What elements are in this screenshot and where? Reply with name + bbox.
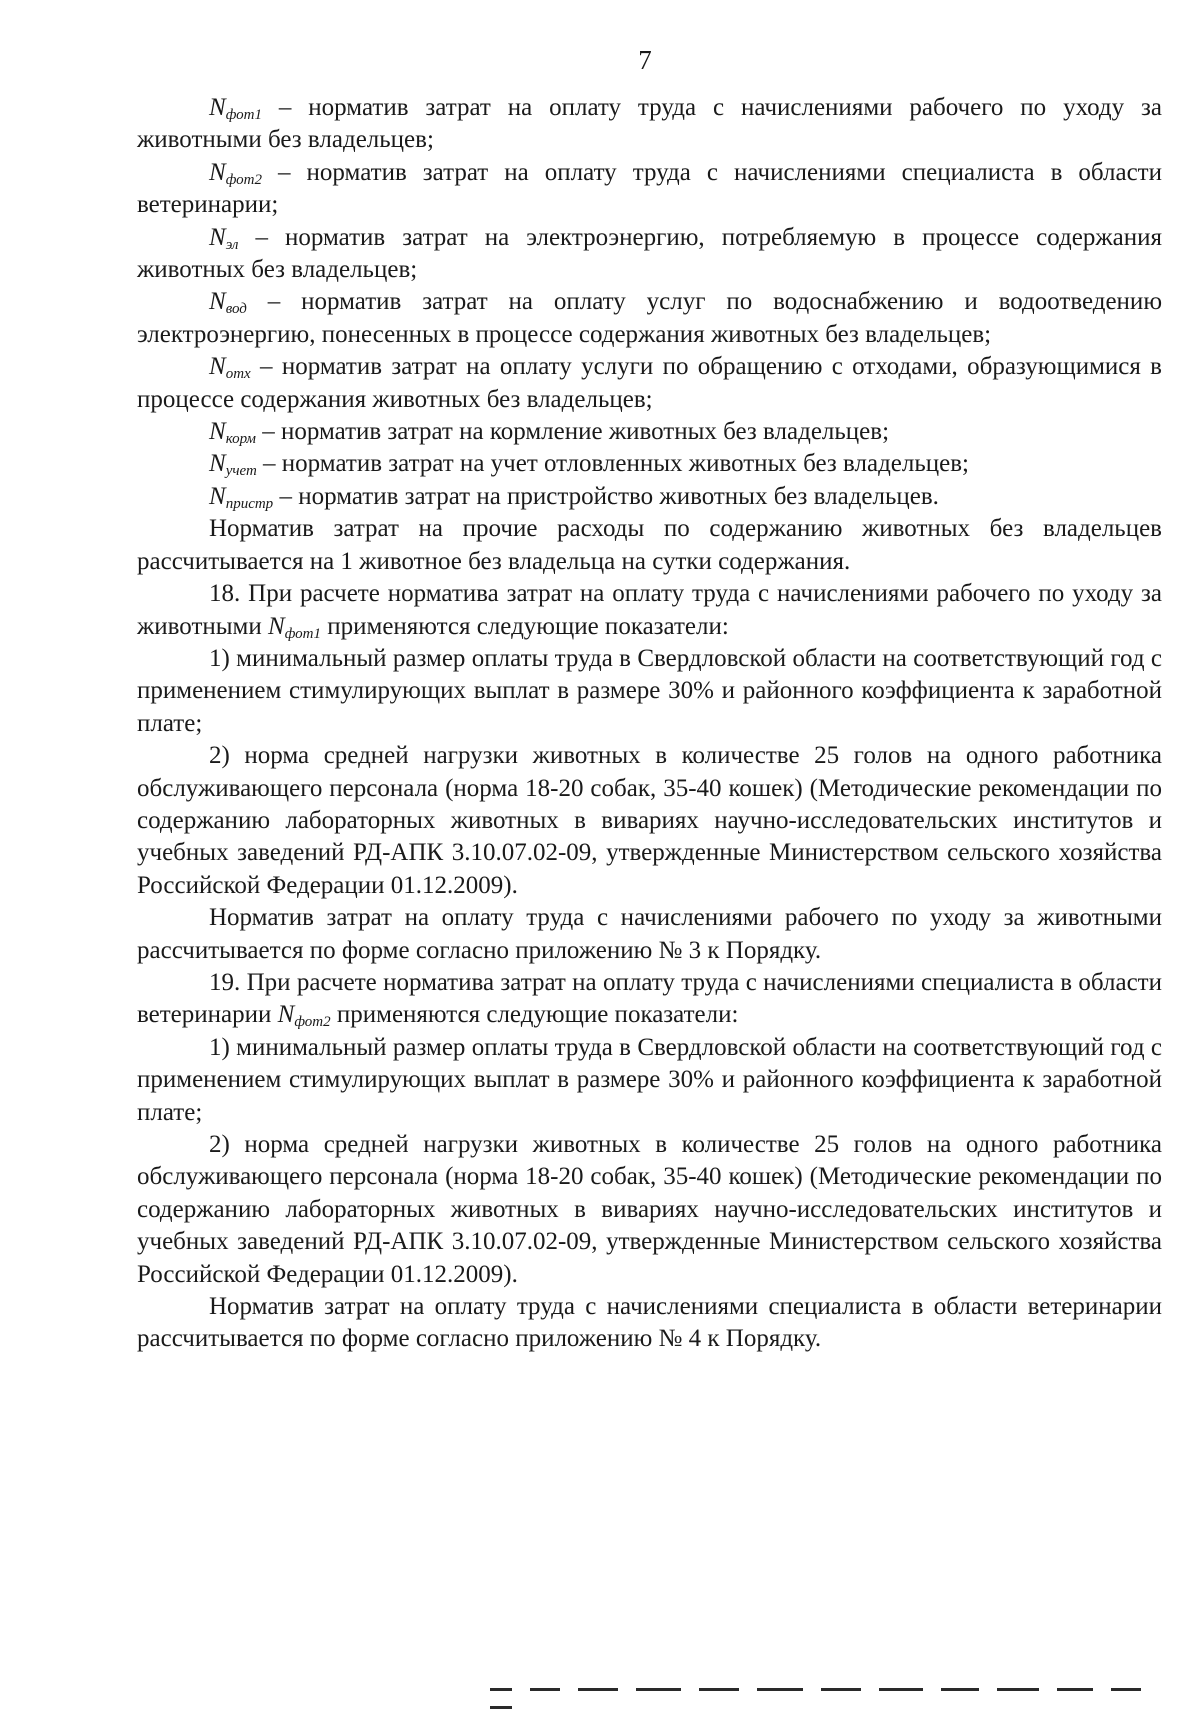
paragraph-other-expenses: Норматив затрат на прочие расходы по содержанию животных без владельцев рассчитывается на 1 животное без владельца на сутки содержания.: [137, 515, 1162, 575]
paragraph-n-fot2: $N_{фот2}$ – норматив затрат на оплату труда с начислениями специалиста в области ветеринарии;: [137, 158, 1162, 219]
paragraph-19-item-1: 1) минимальный размер оплаты труда в Свердловской области на соответствующий год с применением стимулирующих выплат в размере 30% и районного коэффициента к заработной плате;: [137, 1033, 1162, 1126]
paragraph-section-19: 19. При расчете норматива затрат на оплату труда с начислениями специалиста в области ветеринарии $N_{фот2}$ применяются следующие показатели:: [137, 968, 1162, 1031]
symbol-n-fot1-inline: $N_{фот1}$: [268, 612, 321, 642]
paragraph-18-form: Норматив затрат на оплату труда с начислениями рабочего по уходу за животными рассчитывается по форме согласно приложению № 3 к Порядку.: [137, 904, 1162, 964]
symbol-n-el: $N_{эл}$: [209, 223, 239, 253]
paragraph-n-vod: $N_{вод}$ – норматив затрат на оплату услуг по водоснабжению и водоотведению электроэнергию, понесенных в процессе содержания животных без владельцев;: [137, 288, 1162, 348]
page-number: 7: [638, 45, 652, 75]
paragraph-18-item-1: 1) минимальный размер оплаты труда в Свердловской области на соответствующий год с применением стимулирующих выплат в размере 30% и районного коэффициента к заработной плате;: [137, 644, 1162, 737]
paragraph-n-pristr: $N_{пристр}$ – норматив затрат на пристройство животных без владельцев.: [209, 482, 939, 512]
paragraph-19-form: Норматив затрат на оплату труда с начислениями специалиста в области ветеринарии рассчитывается по форме согласно приложению № 4 к Порядку.: [137, 1293, 1162, 1353]
symbol-n-fot2-inline: $N_{фот2}$: [277, 1001, 331, 1031]
paragraph-n-uchet: $N_{учет}$ – норматив затрат на учет отловленных животных без владельцев;: [209, 450, 969, 480]
paragraph-n-fot1: $N_{фот1}$ – норматив затрат на оплату труда с начислениями рабочего по уходу за животными без владельцев;: [137, 94, 1162, 154]
symbol-n-korm: $N_{корм}$: [209, 418, 256, 448]
document-body: [137, 92, 1162, 1356]
symbol-n-fot1: $N_{фот1}$: [209, 94, 262, 123]
paragraph-n-otx: $N_{отх}$ – норматив затрат на оплату услуги по обращению с отходами, образующимися в процессе содержания животных без владельцев;: [137, 353, 1162, 413]
paragraph-19-item-2: 2) норма средней нагрузки животных в количестве 25 голов на одного работника обслуживающего персонала (норма 18-20 собак, 35-40 кошек) (Методические рекомендации по содержанию лабораторных животных в вивариях научно-исследовательских институтов и учебных заведений РД-АПК 3.10.07.02-09, утвержденные Министерством сельского хозяйства Российской Федерации 01.12.2009).: [137, 1131, 1162, 1288]
symbol-n-uchet: $N_{учет}$: [209, 450, 257, 480]
footer-scan-line: [490, 1688, 1170, 1694]
paragraph-n-el: $N_{эл}$ – норматив затрат на электроэнергию, потребляемую в процессе содержания животных без владельцев;: [137, 223, 1162, 284]
paragraph-n-korm: $N_{корм}$ – норматив затрат на кормление животных без владельцев;: [209, 418, 890, 448]
symbol-n-pristr: $N_{пристр}$: [209, 482, 274, 512]
symbol-n-fot2: $N_{фот2}$: [209, 158, 262, 188]
symbol-n-vod: $N_{вод}$: [209, 288, 247, 318]
paragraph-18-item-2: 2) норма средней нагрузки животных в количестве 25 голов на одного работника обслуживающего персонала (норма 18-20 собак, 35-40 кошек) (Методические рекомендации по содержанию лабораторных животных в вивариях научно-исследовательских институтов и учебных заведений РД-АПК 3.10.07.02-09, утвержденные Министерством сельского хозяйства Российской Федерации 01.12.2009).: [137, 742, 1162, 899]
paragraph-section-18: 18. При расчете норматива затрат на оплату труда с начислениями рабочего по уходу за животными $N_{фот1}$ применяются следующие показатели:: [137, 580, 1162, 642]
symbol-n-otx: $N_{отх}$: [209, 353, 251, 383]
